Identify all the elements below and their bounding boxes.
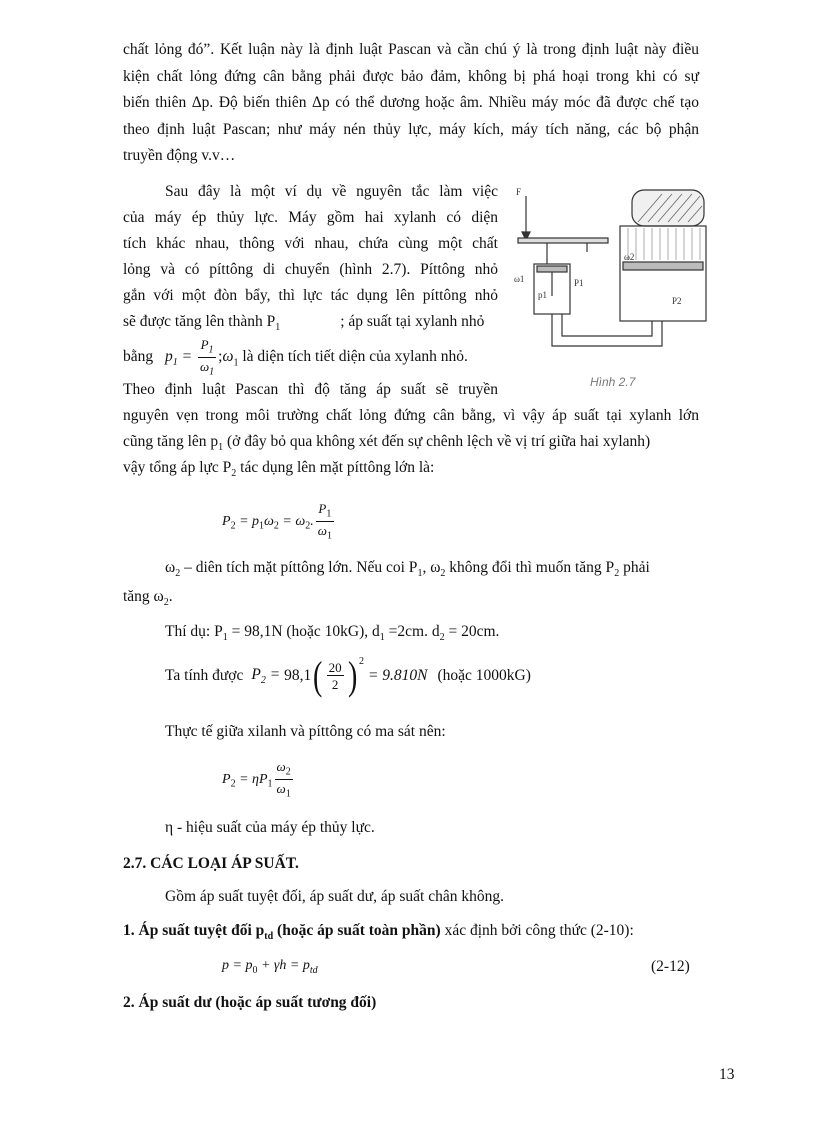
computation-line: Ta tính được $P_2$ = 98,1 ( $\frac{20}{2}$ ) $^2$ = 9.810N (hoặc 1000kG) <box>165 653 531 698</box>
figure-label-F: F <box>516 187 522 197</box>
para2-line4: lỏng và có píttông di chuyển (hình 2.7). Píttông nhỏ <box>123 261 498 278</box>
para2-line7: bằng $p_1$ = $\frac{P_1}{\omega_1}$ $;\omega_1$ là diện tích tiết diện của xylanh nhỏ. <box>123 337 468 378</box>
para2-line3: tích khác nhau, thông với nhau, chứa cùng một chất <box>123 235 498 252</box>
para2-line5: gắn với một đòn bẩy, thì lực tác dụng lên píttông nhỏ <box>123 287 498 304</box>
section-heading: 2.7. CÁC LOẠI ÁP SUẤT. <box>123 855 299 872</box>
para3-line2: tăng $\omega_2$. <box>123 588 173 609</box>
item2-heading: 2. Áp suất dư (hoặc áp suất tương đối) <box>123 994 377 1011</box>
para2-line8: Theo định luật Pascan thì độ tăng áp suất sẽ truyền <box>123 381 498 398</box>
figure-label-P1: P1 <box>574 278 584 288</box>
para1-line4: theo định luật Pascan; như máy nén thủy lực, máy kích, máy tích năng, các bộ phận <box>123 121 699 138</box>
figure-label-p1: p1 <box>538 290 547 300</box>
para2-line2: của máy ép thủy lực. Máy gồm hai xylanh có diện <box>123 209 498 226</box>
figure-caption: Hình 2.7 <box>590 375 636 389</box>
friction-text: Thực tế giữa xilanh và píttông có ma sát nên: <box>165 723 446 740</box>
para2-line6: sẽ được tăng lên thành $P_1$ ; áp suất tại xylanh nhỏ <box>123 313 485 334</box>
equation-p2-friction: $P_2 = \eta P_1$ $\frac{\omega_2}{\omega_1}$ <box>222 759 291 800</box>
section-intro: Gồm áp suất tuyệt đối, áp suất dư, áp suất chân không. <box>165 888 505 905</box>
equation-absolute-pressure: $p = p_0 + \gamma h = p_{td}$ <box>222 958 318 976</box>
para1-line2: kiện chất lỏng đứng cân bằng phải được bảo đảm, không bị phá hoại trong khi có sự <box>123 68 699 85</box>
item1-line: 1. Áp suất tuyệt đối $p_{td}$ (hoặc áp suất toàn phần) xác định bởi công thức (2-10): <box>123 922 634 943</box>
para1-line3: biến thiên Δp. Độ biến thiên Δp có thể dương hoặc âm. Nhiều máy móc đã được chế tạo <box>123 94 699 111</box>
hydraulic-press-figure <box>512 186 707 386</box>
para2-line9: nguyên vẹn trong môi trường chất lỏng đứng cân bằng, vì vậy áp suất tại xylanh lớn <box>123 407 699 424</box>
para2-line10: cũng tăng lên $p_1$ (ở đây bỏ qua không xét đến sự chênh lệch về vị trí giữa hai xylanh) <box>123 433 651 454</box>
example-line: Thí dụ: $P_1 = 98,1N$ (hoặc 10kG), $d_1 =2cm$. $d_2 = 20cm$. <box>165 623 500 644</box>
fraction-p1-over-w1: $\frac{P_1}{\omega_1}$ <box>199 337 215 378</box>
figure-label-w2: ω2 <box>624 252 635 262</box>
para2-line1: Sau đây là một ví dụ về nguyên tắc làm việc <box>165 183 498 200</box>
para3-line1: $\omega_2$ – diên tích mặt píttông lớn. Nếu coi $P_1$, $\omega_2$ không đổi thì muốn tăng $P_2$ phải <box>165 559 650 580</box>
eta-text: η - hiệu suất của máy ép thủy lực. <box>165 819 375 836</box>
figure-label-P2: P2 <box>672 296 682 306</box>
equation-p2: $P_2 = p_1\omega_2 = \omega_2$. $\frac{P_1}{\omega_1}$ <box>222 501 332 542</box>
para1-line1: chất lỏng đó”. Kết luận này là định luật Pascan và cần chú ý là trong định luật này điều <box>123 41 699 58</box>
page-number: 13 <box>719 1066 735 1083</box>
equation-label: (2-12) <box>651 958 690 975</box>
figure-label-w1: ω1 <box>514 274 525 284</box>
para1-line5: truyền động v.v… <box>123 147 236 164</box>
para2-line11: vậy tổng áp lực $P_2$ tác dụng lên mặt píttông lớn là: <box>123 459 435 480</box>
